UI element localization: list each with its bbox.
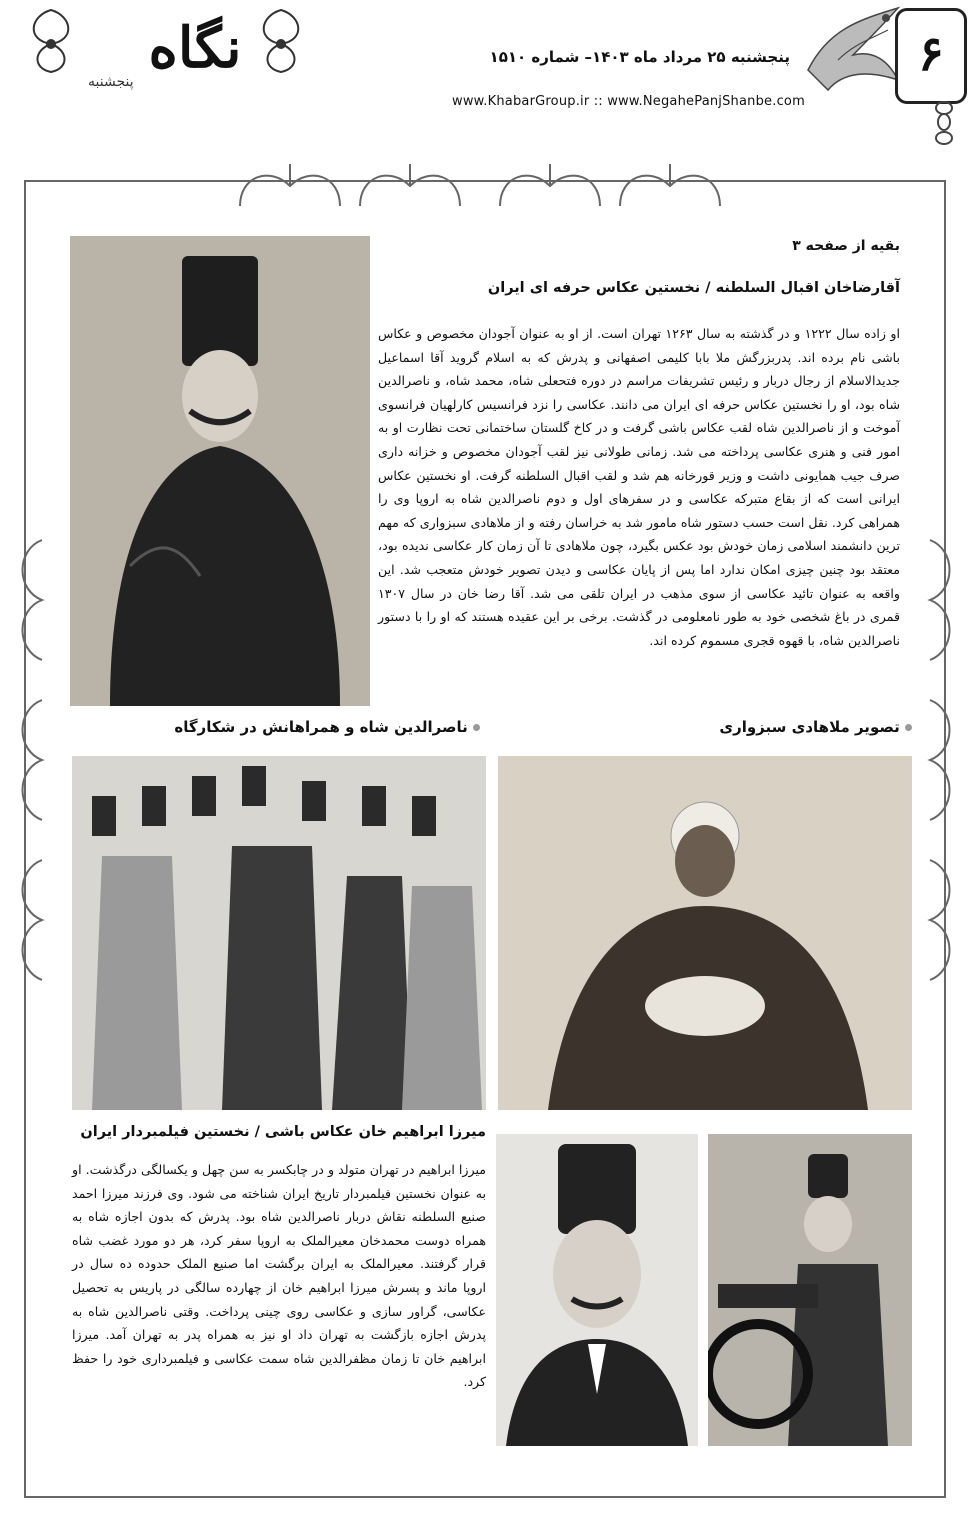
article1-title: آقارضاخان اقبال السلطنه / نخستین عکاس حرفه ای ایران [487,280,900,296]
frame-left-ornaments-icon [6,520,46,1020]
photo-mulla-hadi-sabzevari [498,756,912,1110]
frame-top-ornaments-icon [220,156,740,216]
page-number: ۶ [918,26,944,82]
ornament-left-icon [20,6,82,76]
fez-portrait-icon [496,1134,698,1446]
continued-from-label: بقیه از صفحه ۳ [792,238,900,254]
page-number-box [895,8,967,104]
photo-mirza-ebrahim-workshop [708,1134,912,1446]
group-figures-icon [72,756,486,1110]
caption-bullet-icon [905,724,912,731]
newspaper-logo[interactable]: نگاه [148,15,242,81]
phoenix-decoration-icon [798,0,908,100]
article2-title: میرزا ابراهیم خان عکاس باشی / نخستین فیلمبردار ایران [80,1124,486,1140]
caption-hunting-text: ناصرالدین شاه و همراهانش در شکارگاه [174,718,468,736]
seated-figure-icon [498,756,912,1110]
article1-body: او زاده سال ۱۲۲۲ و در گذشته به سال ۱۲۶۳ تهران است. از او به عنوان آجودان مخصوص و عکاس باشی نام برده اند. پدربزرگش ملا بابا کلیمی اصفهانی و پدرش که به اسلام گروید آقا اسماعیل جدیدالاسلام از رجال دربار و رئیس تشریفات مراسم در دوره فتحعلی شاه، محمد شاه، و ناصرالدین شاه بود، او را نخستین عکاس حرفه ای ایران می دانند. عکاسی را نزد فرانسیس کارلهیان فرانسوی آموخت و از ناصرالدین شاه لقب عکاس باشی گرفت و در کاخ گلستان ساختمانی تحت نظارت او به امور فنی و هنری عکاسی پرداخته می شد. زمانی طولانی نیز لقب آجودان مخصوص و خزانه داری صرف جیب همایونی داشت و وزیر قورخانه هم شد و لقب اقبال السلطنه گرفت. او نخستین عکاس ایرانی است که از بقاع متبرکه عکاسی و در سفرهای اول و دوم ناصرالدین شاه به اروپا وی را همراهی کرد. نقل است حسب دستور شاه مامور شد به خراسان رفته و از ملاهادی سبزواری که مهم ترین دانشمند اسلامی زمان خودش بود عکس بگیرد، چون ملاهادی تا آن زمان کار عکاسی ندیده بود، معتقد بود چنین چیزی امکان ندارد اما پس از پایان عکاسی و دیدن تصویر خودش متعجب شد. این واقعه به عنوان تائید عکاسی از سوی مذهب در ایران تلقی می شد. آقا رضا خان در سال ۱۳۰۷ قمری در باغ شخصی خود به طور نامعلومی در گذشت. برخی بر این عقیده هستند که او را با دستور ناصرالدین شاه، با قهوه قجری مسموم کرده اند. [378,326,900,648]
chain-decoration-icon [930,100,958,146]
photo-naseraldin-shah-hunting [72,756,486,1110]
issue-date-line: پنجشنبه ۲۵ مرداد ماه ۱۴۰۳– شماره ۱۵۱۰ [489,48,790,66]
caption-hunting [120,718,480,736]
article2-body: میرزا ابراهیم در تهران متولد و در چابکسر به سن چهل و یکسالگی درگذشت. او به عنوان نخستین فیلمبردار تاریخ ایران شناخته می شود. وی فرزند میرزا احمد صنیع السلطنه نقاش دربار ناصرالدین شاه بود. پدرش که بدون اجازه شاه به همراه دوست محمدخان معیرالملک به اروپا سفر کرد، هر دو مورد غضب شاه قرار گرفتند. معیرالملک به ایران برگشت اما صنیع الملک حدوده ده سال در اروپا ماند و پسرش میرزا ابراهیم خان از چهارده سالگی در پاریس به تحصیل عکاسی، گراور سازی و عکاسی روی چینی پرداخت. وقتی ناصرالدین شاه به پدرش اجازه بازگشت به تهران داد او نیز به همراه پدر به تهران آمد. میرزا ابراهیم خان تا زمان مظفرالدین شاه سمت عکاسی و فیلمبرداری خود را حفظ کرد. [72,1162,486,1390]
caption-mulla-text: تصویر ملاهادی سبزواری [719,718,900,736]
website-urls[interactable]: www.KhabarGroup.ir :: www.NegahePanjShanbe.com [452,94,805,109]
masthead [0,0,970,150]
logo-subtitle: پنجشنبه [88,74,134,90]
caption-mulla [620,718,912,736]
caption-bullet-icon [473,724,480,731]
frame-right-ornaments-icon [926,520,966,1020]
photo-aqa-reza-khan [70,236,370,706]
portrait-figure-icon [70,236,370,706]
photo-mirza-ebrahim-portrait [496,1134,698,1446]
workshop-figure-icon [708,1134,912,1446]
